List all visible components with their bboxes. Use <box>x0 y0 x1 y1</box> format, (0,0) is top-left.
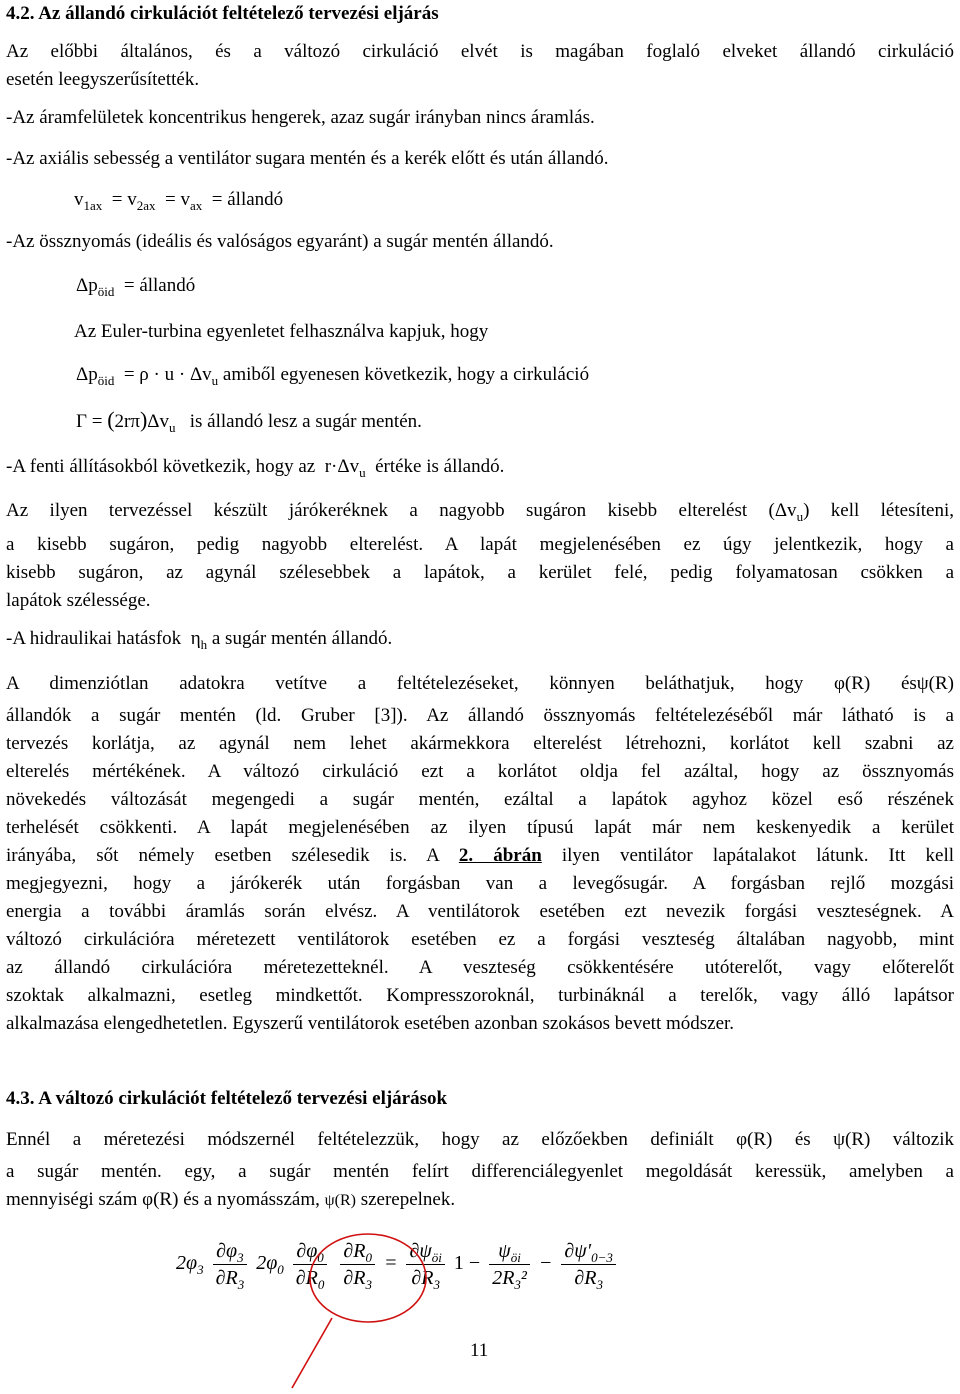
paragraph-line: növekedés változását megengedi a sugár mentén, ezáltal a lapátok agyhoz közel eső részének <box>6 789 954 810</box>
equation-text: állandó <box>139 275 196 296</box>
section-heading-4-2: 4.2. Az állandó cirkulációt feltételező tervezési eljárás <box>6 3 439 24</box>
differential-equation: $2\varphi_3$ $\frac{\partial\varphi_3}{\partial R_3}$ $2\varphi_0$ $\frac{\partial\varphi_0}{\partial R_0}$ $\frac{\partial R_0}{\partial R_3}$ = $\frac{\partial\psi_{öi}}{\partial R_3}$ 1 − $\frac{\psi_{öi}}{2R_3^2}$ − $\frac{\partial\psi'_{0-3}}{\partial R_3}$ <box>176 1238 620 1291</box>
paragraph-text: Az ilyen tervezéssel készült járókeréknek a nagyobb sugáron kisebb elterelést ( <box>6 500 775 521</box>
consequence-text: -A fenti állításokból következik, hogy az <box>6 456 316 477</box>
paragraph-text: A dimenziótlan adatokra vetítve a feltételezéseket, könnyen beláthatjuk, hogy <box>6 673 804 694</box>
fraction: $\frac{\partial\psi_{öi}}{\partial R_3}$ <box>406 1238 444 1291</box>
equation-text: állandó <box>227 189 284 210</box>
paragraph-text: és <box>900 673 917 694</box>
bullet-axial-velocity: -Az axiális sebesség a ventilátor sugara mentén és a kerék előtt és után állandó. <box>6 148 609 169</box>
circulation-tail-text: is állandó lesz a sugár mentén. <box>189 411 422 432</box>
paragraph-text: ilyen ventilátor lapátalakot látunk. Itt kell <box>561 845 955 866</box>
paragraph-text: szerepelnek. <box>360 1189 456 1210</box>
paragraph-line: Az ilyen tervezéssel készült járókeréknek a nagyobb sugáron kisebb elterelést $(\Delta v_u)$ kell létesíteni, <box>6 500 954 524</box>
paragraph-text: Ennél a méretezési módszernél feltételezzük, hogy az előzőekben definiált <box>6 1129 714 1150</box>
paragraph-line: energia a további áramlás során elvész. A ventilátorok esetében ezt nevezik forgási veszteségnek. A <box>6 901 954 922</box>
paragraph-line: lapátok szélessége. <box>6 590 151 611</box>
paragraph-line: elterelés mértékének. A változó cirkuláció ezt a korlátot oldja fel azáltal, hogy az össznyomás <box>6 761 954 782</box>
paragraph-text: mennyiségi szám <box>6 1189 138 1210</box>
euler-tail-text: amiből egyenesen következik, hogy a cirkuláció <box>222 364 590 385</box>
bullet-efficiency: -A hidraulikai hatásfok $\eta_h$ a sugár mentén állandó. <box>6 628 393 652</box>
paragraph-line: megjegyezni, hogy a járókerék után forgásban van a levegősugár. A forgásban rejlő mozgási <box>6 873 954 894</box>
paragraph-line: esetén leegyszerűsítették. <box>6 69 200 90</box>
page-number: 11 <box>470 1340 489 1361</box>
paragraph-line: változó cirkulációra méretezett ventilátorok esetében ez a forgási veszteség általában nagyobb, mint <box>6 929 954 950</box>
paragraph-line: A dimenziótlan adatokra vetítve a feltételezéseket, könnyen beláthatjuk, hogy φ(R) ésψ(R) <box>6 673 954 694</box>
euler-intro: Az Euler-turbina egyenletet felhasználva kapjuk, hogy <box>74 321 489 342</box>
paragraph-line: a kisebb sugáron, pedig nagyobb elterelést. A lapát megjelenésében ez úgy jelentkezik, hogy a <box>6 534 954 555</box>
paragraph-text: ) kell létesíteni, <box>803 500 954 521</box>
section-heading-4-3: 4.3. A változó cirkulációt feltételező tervezési eljárások <box>6 1088 448 1109</box>
equation-euler: $\Delta p_{öid} = \rho \cdot u \cdot \Delta v_u$ amiből egyenesen következik, hogy a cirkuláció <box>76 364 590 388</box>
equation-axial-velocity: $v_{1ax} = v_{2ax} = v_{ax}$ = állandó <box>74 189 284 213</box>
fraction: $\frac{\partial\psi'_{0-3}}{\partial R_3}$ <box>561 1238 615 1291</box>
fraction: $\frac{\partial R_0}{\partial R_3}$ <box>340 1238 375 1291</box>
paragraph-line: szoktak alkalmazni, esetleg mindkettőt. Kompresszoroknál, turbináknál a terelők, vagy álló lapátsor <box>6 985 954 1006</box>
paragraph-line: tervezés korlátja, az agynál nem lehet akármekkora elterelést létrehozni, korlátot kell szabni az <box>6 733 954 754</box>
fraction: $\frac{\partial\varphi_3}{\partial R_3}$ <box>213 1238 248 1291</box>
consequence-line: -A fenti állításokból következik, hogy az $r\cdot\Delta v_u$ értéke is állandó. <box>6 456 505 480</box>
bullet-flow-surfaces: -Az áramfelületek koncentrikus hengerek, azaz sugár irányban nincs áramlás. <box>6 107 595 128</box>
paragraph-text: és a nyomásszám, <box>183 1189 320 1210</box>
paragraph-line <box>6 842 954 870</box>
paragraph-line: állandók a sugár mentén (ld. Gruber [3]). Az állandó össznyomás feltételezéséből már látható is a <box>6 705 954 726</box>
fraction: $\frac{\partial\varphi_0}{\partial R_0}$ <box>293 1238 328 1291</box>
fraction: $\frac{\psi_{öi}}{2R_3^2}$ <box>489 1238 530 1291</box>
paragraph-line: terhelését csökkenti. A lapát megjelenésében az ilyen típusú lapát már nem keskenyedik a kerület <box>6 817 954 838</box>
equation-total-pressure: $\Delta p_{öid}$ = állandó <box>76 275 196 299</box>
paragraph-line: alkalmazása elengedhetetlen. Egyszerű ventilátorok esetében azonban szokásos bevett módszer. <box>6 1013 735 1034</box>
bullet-total-pressure: -Az össznyomás (ideális és valóságos egyaránt) a sugár mentén állandó. <box>6 231 554 252</box>
paragraph-text: irányába, sőt némely esetben szélesedik is. A <box>6 845 439 866</box>
bullet-text: -A hidraulikai hatásfok <box>6 628 182 649</box>
figure-reference-link[interactable]: 2. ábrán <box>458 845 542 866</box>
paragraph-line: az állandó cirkulációra méretezetteknél. A veszteség csökkentésére utóterelőt, vagy előterelőt <box>6 957 954 978</box>
paragraph-text: és <box>794 1129 811 1150</box>
paragraph-line: Az előbbi általános, és a változó cirkuláció elvét is magában foglaló elveket állandó cirkuláció <box>6 41 954 62</box>
paragraph-line: mennyiségi szám φ(R) és a nyomásszám, ψ(R) szerepelnek. <box>6 1189 456 1210</box>
paragraph-line: kisebb sugáron, az agynál szélesebbek a lapátok, a kerület felé, pedig folyamatosan csökken a <box>6 562 954 583</box>
bullet-text: a sugár mentén állandó. <box>211 628 393 649</box>
equation-circulation: $\Gamma = (2r\pi)\Delta v_u$ is állandó lesz a sugár mentén. <box>76 407 422 435</box>
consequence-text: értéke is állandó. <box>375 456 505 477</box>
paragraph-line: Ennél a méretezési módszernél feltételezzük, hogy az előzőekben definiált φ(R) és ψ(R) változik <box>6 1129 954 1150</box>
paragraph-line: a sugár mentén. egy, a sugár mentén felírt differenciálegyenlet megoldását keressük, amelyben a <box>6 1161 954 1182</box>
paragraph-text: változik <box>892 1129 954 1150</box>
